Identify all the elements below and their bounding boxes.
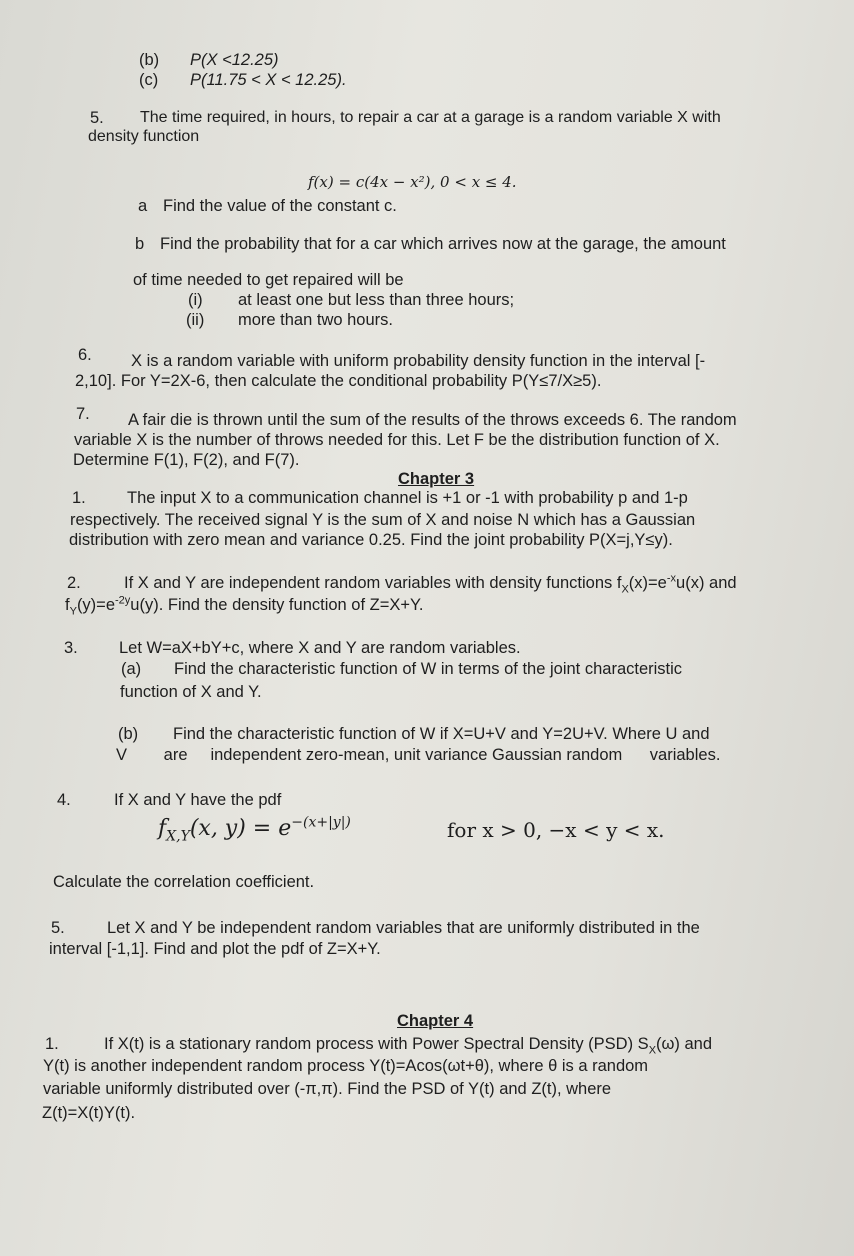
ch3-q3a-label: (a) [121,660,142,678]
q5a-label: a [138,197,148,215]
q6-line2: 2,10]. For Y=2X-6, then calculate the conditional probability P(Y≤7/X≥5). [75,372,602,390]
q5-number: 5. [90,109,104,127]
q5b-label: b [135,235,145,253]
ch3-q3a-text: Find the characteristic function of W in terms of the joint characteristic [174,660,683,678]
q5a-text: Find the value of the constant c. [163,197,397,215]
ch4-q1-line3: variable uniformly distributed over (-π,π). Find the PSD of Y(t) and Z(t), where [43,1080,612,1098]
ch4-q1-number: 1. [45,1035,59,1053]
ch3-q2-line2: $f_Y(y)=e^{-2y}u(y)$. Find the density function of Z=X+Y. [65,594,424,618]
ch3-q5-line2: interval [-1,1]. Find and plot the pdf of Z=X+Y. [49,940,381,958]
q5-line1: The time required, in hours, to repair a car at a garage is a random variable X with [140,109,721,126]
q5-density-formula: f(x) = c(4x − x²), 0 < x ≤ 4. [308,173,517,191]
q5b-ii-label: (ii) [186,311,205,329]
ch3-q3a-line2: function of X and Y. [120,683,262,701]
q6-number: 6. [78,346,92,364]
q5b-i-text: at least one but less than three hours; [238,291,515,309]
ch4-q1-line2: Y(t) is another independent random process Y(t)=Acos(ωt+θ), where θ is a random [43,1057,649,1075]
ch3-q5-number: 5. [51,919,65,937]
ch3-q3b-text: Find the characteristic function of W if X=U+V and Y=2U+V. Where U and [173,725,710,743]
ch3-q3-line1: Let W=aX+bY+c, where X and Y are random variables. [119,639,521,657]
q7-line2: variable X is the number of throws needed for this. Let F be the distribution function of X. [74,431,720,449]
chapter3-heading: Chapter 3 [398,470,475,488]
ch3-q1-line3: distribution with zero mean and variance 0.25. Find the joint probability P(X=j,Y≤y). [69,531,673,549]
chapter4-heading: Chapter 4 [397,1012,474,1030]
ch3-q4-line2: Calculate the correlation coefficient. [53,873,315,891]
ch3-q4-pdf-condition: for x > 0, −x < y < x. [447,818,665,842]
item-c-label: (c) [139,71,159,89]
ch3-q5-line1: Let X and Y be independent random variables that are uniformly distributed in the [107,919,700,937]
ch3-q1-line1: The input X to a communication channel is +1 or -1 with probability p and 1-p [127,489,688,507]
q5b-line2: of time needed to get repaired will be [133,271,404,289]
item-b-label: (b) [139,51,160,69]
ch4-q1-line4: Z(t)=X(t)Y(t). [42,1104,136,1122]
q7-number: 7. [76,405,90,423]
ch3-q3b-label: (b) [118,725,139,743]
q7-line3: Determine F(1), F(2), and F(7). [73,451,300,469]
ch4-q1-line1: If X(t) is a stationary random process with Power Spectral Density (PSD) $S_X(\omega)$ and [104,1035,713,1057]
ch3-q4-line1: If X and Y have the pdf [114,791,282,809]
ch3-q2-number: 2. [67,574,81,592]
q5b-text: Find the probability that for a car which arrives now at the garage, the amount [160,235,726,253]
q5-line2: density function [88,128,200,145]
ch3-q4-pdf-formula: $f_{X,Y}(x$, $y) = e^{-(x+|y|)}$ [158,814,351,845]
ch3-q1-number: 1. [72,489,86,507]
ch3-q3b-line2: V are independent zero-mean, unit variance Gaussian random variables. [116,746,721,764]
q7-line1: A fair die is thrown until the sum of the results of the throws exceeds 6. The random [128,411,737,429]
item-b-text: P(X <12.25) [190,51,279,69]
ch3-q1-line2: respectively. The received signal Y is the sum of X and noise N which has a Gaussian [70,511,696,529]
q5b-ii-text: more than two hours. [238,311,393,329]
ch3-q2-line1: If X and Y are independent random variables with density functions $f_X(x)=e^{-x}u(x)$ and [124,572,737,596]
ch3-q3-number: 3. [64,639,78,657]
q6-line1: X is a random variable with uniform probability density function in the interval [- [131,352,706,370]
ch3-q4-number: 4. [57,791,71,809]
q5b-i-label: (i) [188,291,203,309]
item-c-text: P(11.75 < X < 12.25). [190,71,347,89]
